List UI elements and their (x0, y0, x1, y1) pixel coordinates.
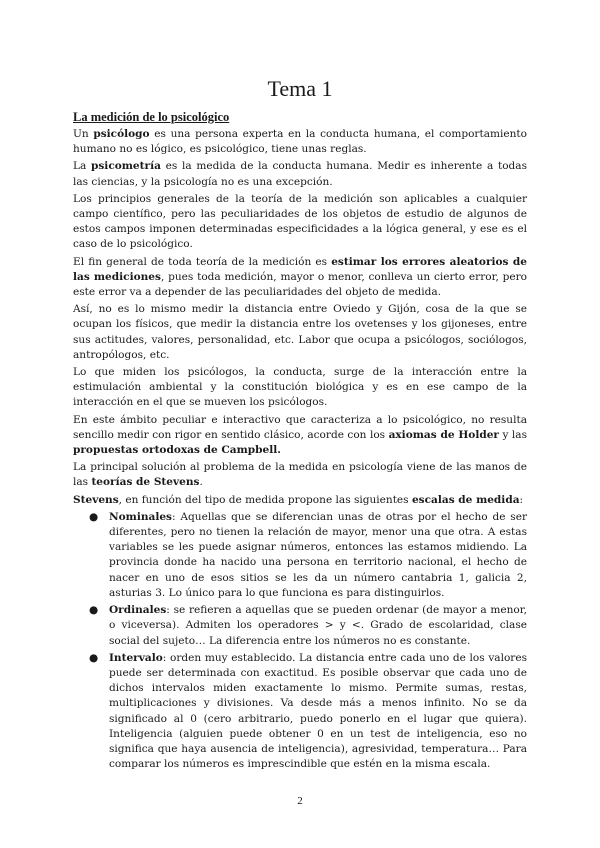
paragraph: El fin general de toda teoría de la medición es estimar los errores aleatorios de las mediciones, pues toda medición, mayor o menor, conlleva un cierto error, pero este error va a depender de las peculiaridades del objeto de medida. (73, 255, 528, 299)
paragraph: En este ámbito peculiar e interactivo que caracteriza a lo psicológico, no resulta sencillo medir con rigor en sentido clásico, acorde con los axiomas de Holder y las propuestas ortodoxas de Campbell. (73, 413, 527, 457)
list-item: ● Ordinales: se refieren a aquellas que se pueden ordenar (de mayor a menor, o viceversa). Admiten los operadores > y <. Grado de escolaridad, clase social del sujeto… La diferencia entre los números no es constante. (89, 604, 527, 647)
paragraph: La principal solución al problema de la medida en psicología viene de las manos de las teorías de Stevens. (73, 461, 527, 489)
bullet-icon: ● (89, 651, 99, 664)
paragraph: Los principios generales de la teoría de la medición son aplicables a cualquier campo científico, pero las peculiaridades de los objetos de estudio de algunos de estos campos imponen determinadas especificidades a la lógica general, y ese es el caso de lo psicológico. (73, 192, 527, 251)
section-heading: La medición de lo psicológico (73, 110, 230, 124)
list-item: ● Nominales: Aquellas que se diferencian unas de otras por el hecho de ser diferentes, pero no tienen la relación de mayor, menor una que otra. A estas variables se les puede asignar números, entonces las estamos midiendo. La provincia donde ha nacido una persona en territorio nacional, el hecho de nacer en uno de esos sitios se les da un número cantabria 1, galicia 2, asturias 3. Lo único para lo que funciona es para distinguirlos. (89, 510, 527, 599)
bullet-icon: ● (89, 604, 99, 617)
page-number: 2 (297, 795, 303, 807)
paragraph: La psicometría es la medida de la conducta humana. Medir es inherente a todas las ciencias, y la psicología no es una excepción. (73, 160, 527, 188)
paragraph: Stevens, en función del tipo de medida propone las siguientes escalas de medida: (73, 493, 524, 506)
paragraph: Así, no es lo mismo medir la distancia entre Oviedo y Gijón, cosa de la que se ocupan los físicos, que medir la distancia entre los ovetenses y los gijoneses, entre sus actitudes, valores, personalidad, etc. Labor que ocupa a psicólogos, sociólogos, antropólogos, etc. (73, 303, 527, 361)
list-item: ● Intervalo: orden muy establecido. La distancia entre cada uno de los valores puede ser determinada con exactitud. Es posible observar que cada uno de dichos intervalos miden exactamente lo mismo. Permite sumas, restas, multiplicaciones y divisiones. Va desde más a menos infinito. No se da significado al 0 (cero arbitrario, puedo ponerlo en el lugar que quiera). Inteligencia (alguien puede obtener 0 en un test de inteligencia, eso no significa que haya ausencia de inteligencia), agresividad, temperatura… Para comparar los números es imprescindible que estén en la misma escala. (89, 651, 527, 771)
page-title: Tema 1 (267, 76, 333, 101)
paragraph: Un psicólogo es una persona experta en la conducta humana, el comportamiento humano no es lógico, es psicológico, tiene unas reglas. (73, 128, 527, 156)
scales-list (73, 510, 527, 772)
document-page (73, 70, 527, 774)
paragraph: Lo que miden los psicólogos, la conducta, surge de la interacción entre la estimulación ambiental y la constitución biológica y es en ese campo de la interacción en el que se mueven los psicólogos. (73, 366, 527, 409)
bullet-icon: ● (89, 510, 99, 523)
